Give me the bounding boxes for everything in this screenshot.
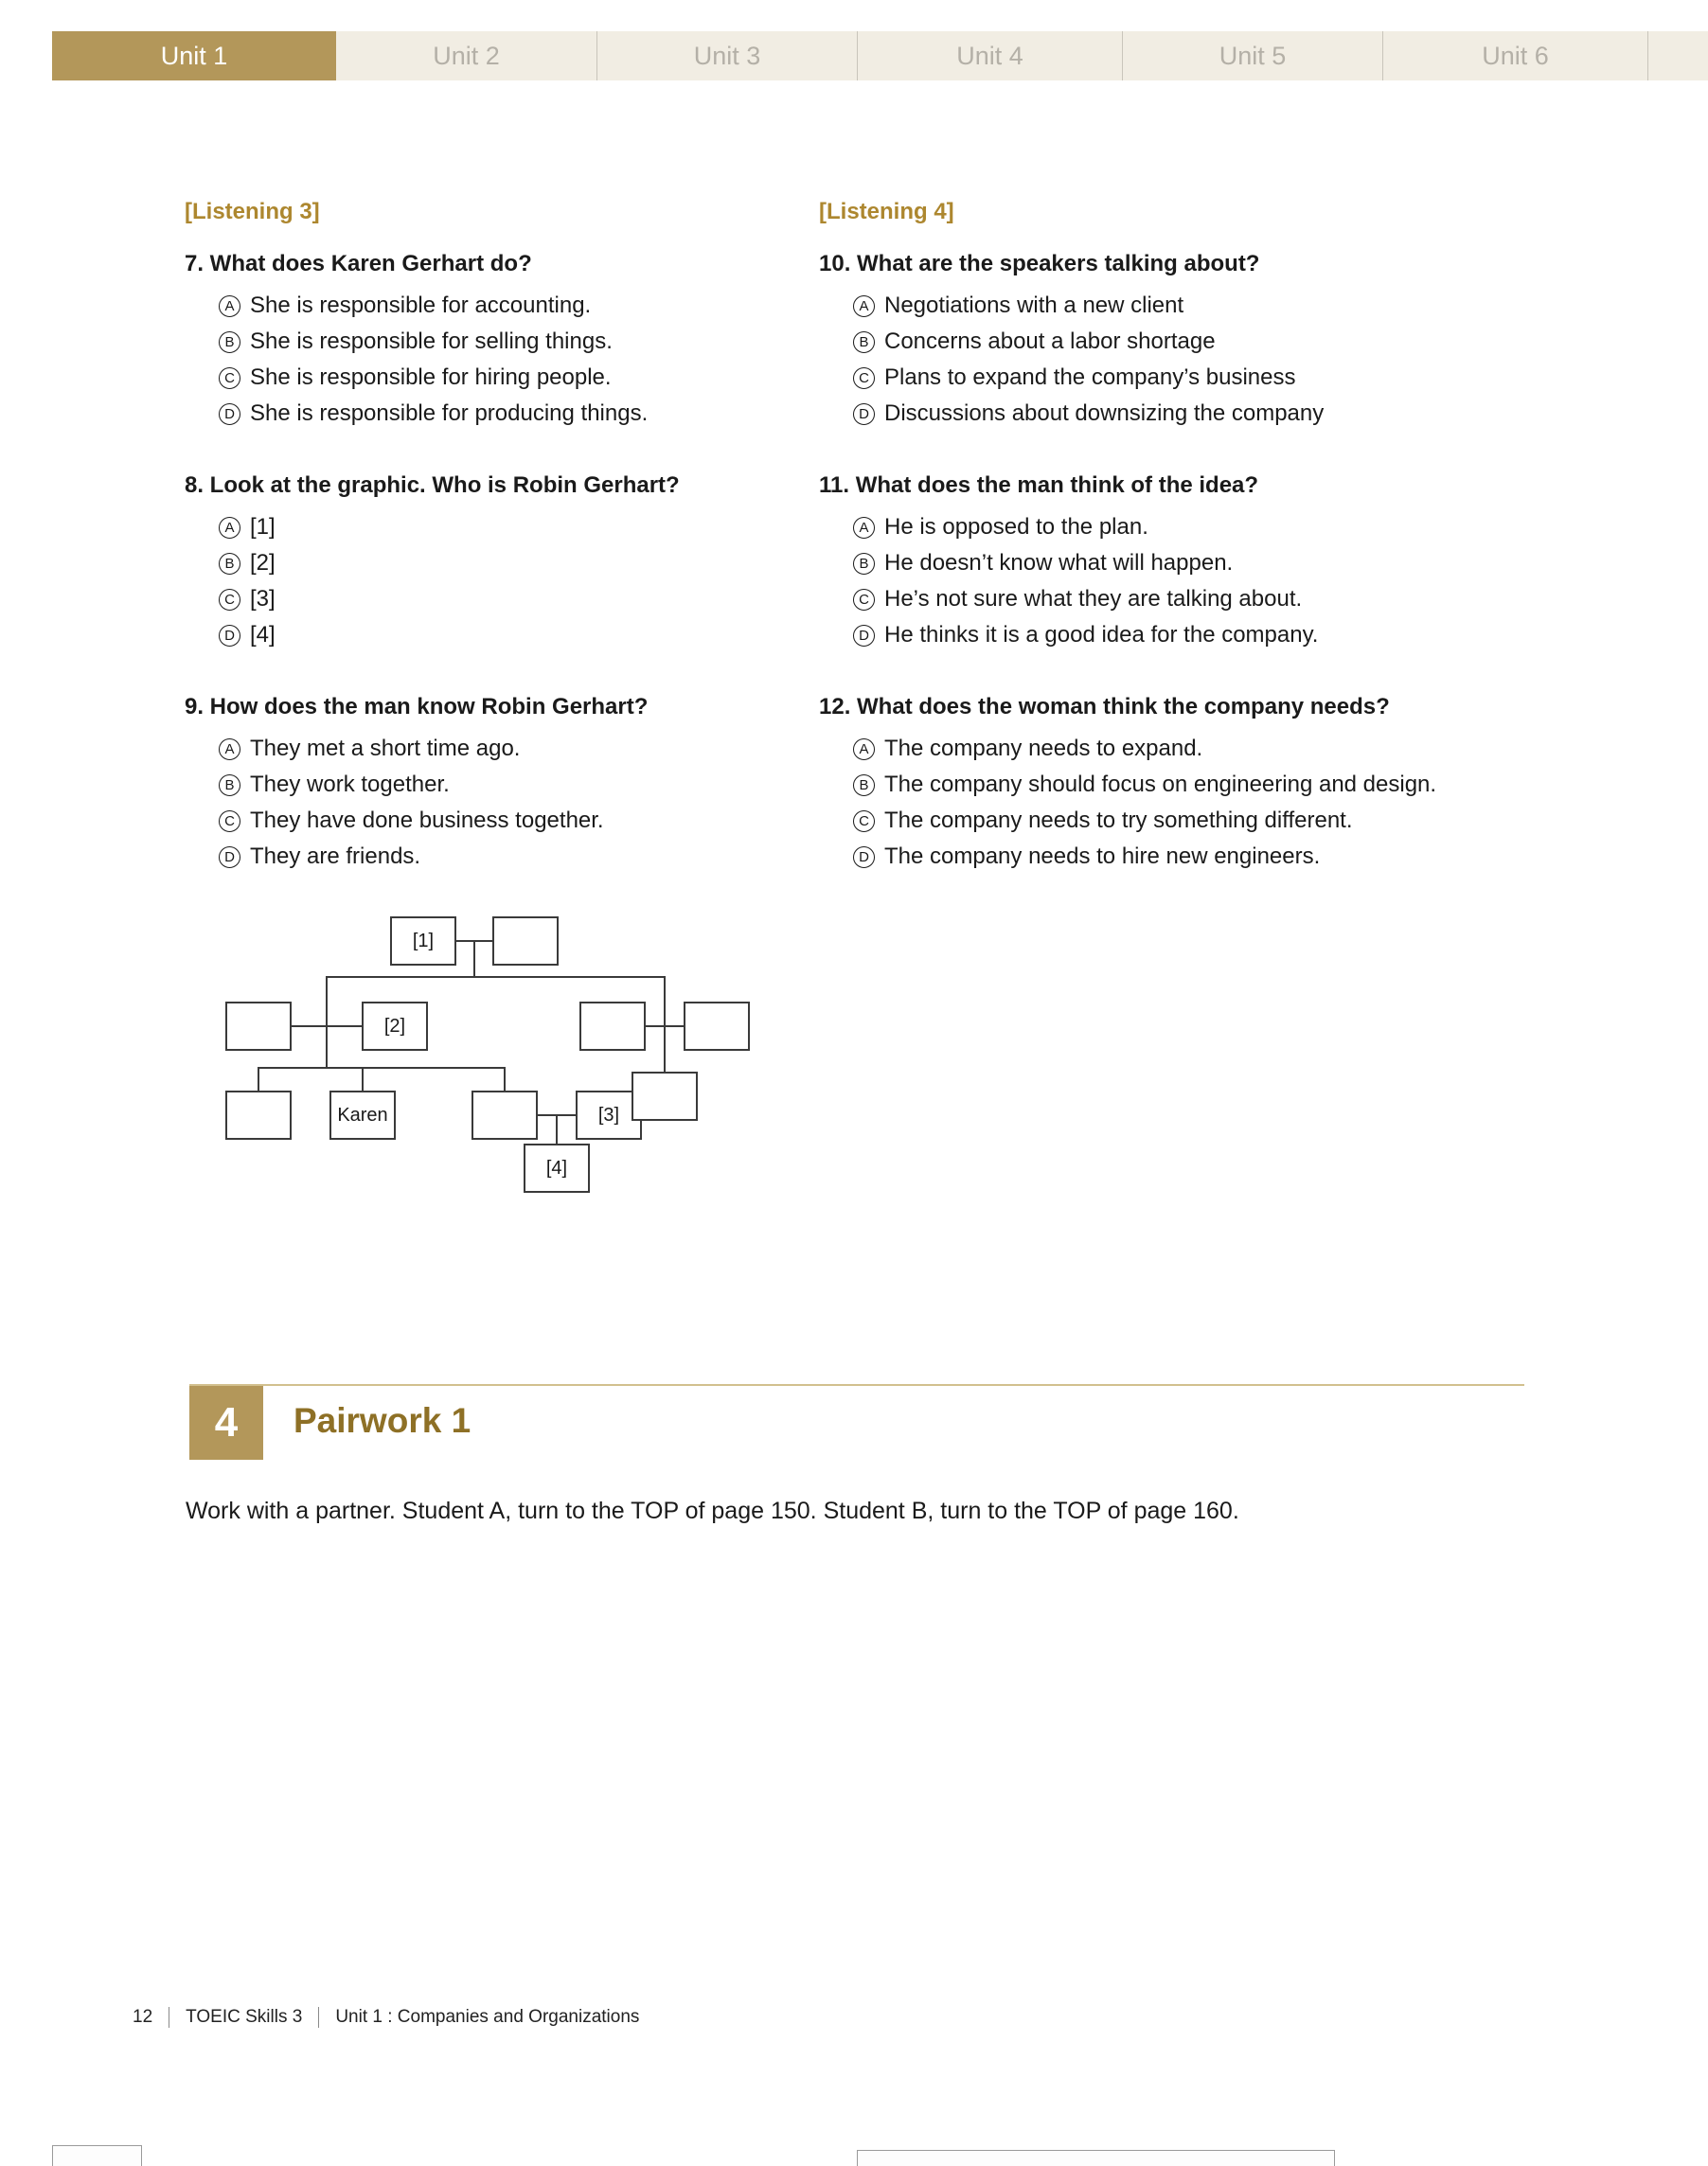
option-letter-circle: D (219, 846, 240, 868)
option-letter-circle: C (853, 589, 875, 611)
option-letter-circle: B (853, 774, 875, 796)
question-9-stem: 9. How does the man know Robin Gerhart? (185, 694, 649, 719)
option-letter-circle: A (853, 295, 875, 317)
question-12-option-a (853, 731, 1557, 767)
option-letter-circle: B (853, 331, 875, 353)
option-letter-circle: B (219, 774, 240, 796)
tree-connector (362, 1067, 364, 1091)
option-text: The company should focus on engineering and design. (884, 772, 1437, 797)
unit-title: Unit 1 : Companies and Organizations (335, 2007, 640, 2027)
listening3-column (185, 199, 800, 914)
next-page-edge (52, 2145, 142, 2166)
option-text: Negotiations with a new client (884, 293, 1184, 318)
tree-box-3: [3] (576, 1091, 642, 1140)
question-8-option-b (219, 545, 800, 581)
option-letter-circle: C (219, 589, 240, 611)
option-text: He is opposed to the plan. (884, 514, 1148, 540)
footer-divider (318, 2007, 319, 2028)
question-7-option-a (219, 288, 800, 324)
option-text: They met a short time ago. (250, 736, 521, 761)
tree-connector (326, 1025, 328, 1068)
question-8 (185, 471, 800, 653)
tree-box-4: [4] (524, 1144, 590, 1193)
option-text: They are friends. (250, 843, 421, 869)
option-letter-circle: B (853, 553, 875, 575)
option-letter-circle: D (219, 625, 240, 647)
option-letter-circle: D (219, 403, 240, 425)
question-12-options (819, 731, 1557, 875)
tree-box-blank (684, 1002, 750, 1051)
option-text: She is responsible for producing things. (250, 400, 649, 426)
option-text: Discussions about downsizing the company (884, 400, 1325, 426)
option-letter-circle: D (853, 846, 875, 868)
tree-box-blank (579, 1002, 646, 1051)
page-number: 12 (133, 2007, 153, 2027)
option-letter-circle: A (219, 517, 240, 539)
tree-connector (556, 1114, 558, 1144)
option-letter-circle: D (853, 403, 875, 425)
next-page-edge (857, 2150, 1335, 2166)
option-text: The company needs to expand. (884, 736, 1203, 761)
option-letter-circle: B (219, 331, 240, 353)
option-text: She is responsible for hiring people. (250, 364, 612, 390)
question-7-options (185, 288, 800, 432)
option-letter-circle: C (853, 367, 875, 389)
option-letter-circle: B (219, 553, 240, 575)
option-text: He doesn’t know what will happen. (884, 550, 1234, 576)
question-12-stem: 12. What does the woman think the company needs? (819, 694, 1390, 719)
question-11-option-d (853, 617, 1557, 653)
page-footer (133, 2007, 639, 2028)
listening4-column (819, 199, 1557, 914)
option-letter-circle: C (853, 810, 875, 832)
tab-unit-6: Unit 6 (1382, 31, 1647, 80)
tree-box-blank (632, 1072, 698, 1121)
question-12-option-c (853, 803, 1557, 839)
question-8-options (185, 509, 800, 653)
question-8-option-d (219, 617, 800, 653)
option-letter-circle: A (853, 738, 875, 760)
section-number-badge: 4 (189, 1386, 263, 1460)
tab-unit-3: Unit 3 (596, 31, 857, 80)
tree-box-blank (471, 1091, 538, 1140)
listening4-header: [Listening 4] (819, 199, 954, 224)
question-10-options (819, 288, 1557, 432)
tree-box-blank (492, 916, 559, 966)
tree-box-blank (225, 1091, 292, 1140)
question-11-option-c (853, 581, 1557, 617)
option-text: He thinks it is a good idea for the company. (884, 622, 1319, 648)
tree-box-blank (225, 1002, 292, 1051)
question-12 (819, 693, 1557, 875)
question-10-stem: 10. What are the speakers talking about? (819, 251, 1260, 276)
question-11 (819, 471, 1557, 653)
question-10-option-b (853, 324, 1557, 360)
option-letter-circle: C (219, 810, 240, 832)
option-letter-circle: D (853, 625, 875, 647)
option-text: [2] (250, 550, 276, 576)
question-7-option-b (219, 324, 800, 360)
tab-unit-2: Unit 2 (336, 31, 596, 80)
question-10-option-a (853, 288, 1557, 324)
question-10-option-d (853, 396, 1557, 432)
option-text: They work together. (250, 772, 450, 797)
tree-connector (326, 976, 665, 978)
tree-box-2: [2] (362, 1002, 428, 1051)
tab-unit-1: Unit 1 (52, 31, 336, 80)
listening3-header: [Listening 3] (185, 199, 320, 224)
tree-box-1: [1] (390, 916, 456, 966)
option-letter-circle: A (219, 738, 240, 760)
tree-connector (258, 1067, 505, 1069)
option-letter-circle: A (219, 295, 240, 317)
option-text: Plans to expand the company’s business (884, 364, 1296, 390)
question-7-option-d (219, 396, 800, 432)
pairwork-section (189, 1384, 1524, 1460)
question-9-option-a (219, 731, 800, 767)
book-title: TOEIC Skills 3 (186, 2007, 303, 2027)
option-letter-circle: A (853, 517, 875, 539)
tree-connector (258, 1067, 259, 1091)
family-tree-diagram (189, 909, 814, 1240)
tree-connector (473, 940, 475, 977)
option-text: Concerns about a labor shortage (884, 328, 1216, 354)
question-7-option-c (219, 360, 800, 396)
option-text: He’s not sure what they are talking about. (884, 586, 1303, 612)
question-11-option-b (853, 545, 1557, 581)
option-text: [3] (250, 586, 276, 612)
question-11-stem: 11. What does the man think of the idea? (819, 472, 1259, 498)
question-10 (819, 250, 1557, 432)
question-7 (185, 250, 800, 432)
option-text: [4] (250, 622, 276, 648)
tab-unit-4: Unit 4 (857, 31, 1122, 80)
question-12-option-b (853, 767, 1557, 803)
pairwork-title: Pairwork 1 (294, 1401, 471, 1440)
unit-tab-bar (52, 31, 1708, 80)
question-11-options (819, 509, 1557, 653)
tree-connector (326, 976, 328, 1026)
tab-bar-filler (1647, 31, 1708, 80)
question-8-stem: 8. Look at the graphic. Who is Robin Gerhart? (185, 472, 680, 498)
tree-connector (664, 976, 666, 1026)
option-text: They have done business together. (250, 808, 604, 833)
question-9-option-d (219, 839, 800, 875)
question-9-option-b (219, 767, 800, 803)
option-text: [1] (250, 514, 276, 540)
option-text: The company needs to hire new engineers. (884, 843, 1321, 869)
question-10-option-c (853, 360, 1557, 396)
tree-connector (504, 1067, 506, 1091)
question-9 (185, 693, 800, 875)
option-letter-circle: C (219, 367, 240, 389)
tree-connector (664, 1025, 666, 1072)
question-11-option-a (853, 509, 1557, 545)
option-text: She is responsible for accounting. (250, 293, 592, 318)
question-8-option-a (219, 509, 800, 545)
option-text: She is responsible for selling things. (250, 328, 613, 354)
question-12-option-d (853, 839, 1557, 875)
tree-box-karen: Karen (329, 1091, 396, 1140)
question-8-option-c (219, 581, 800, 617)
option-text: The company needs to try something different. (884, 808, 1353, 833)
question-7-stem: 7. What does Karen Gerhart do? (185, 251, 532, 276)
question-9-option-c (219, 803, 800, 839)
question-9-options (185, 731, 800, 875)
tab-unit-5: Unit 5 (1122, 31, 1382, 80)
pairwork-instruction: Work with a partner. Student A, turn to the TOP of page 150. Student B, turn to the TOP of page 160. (186, 1498, 1239, 1524)
